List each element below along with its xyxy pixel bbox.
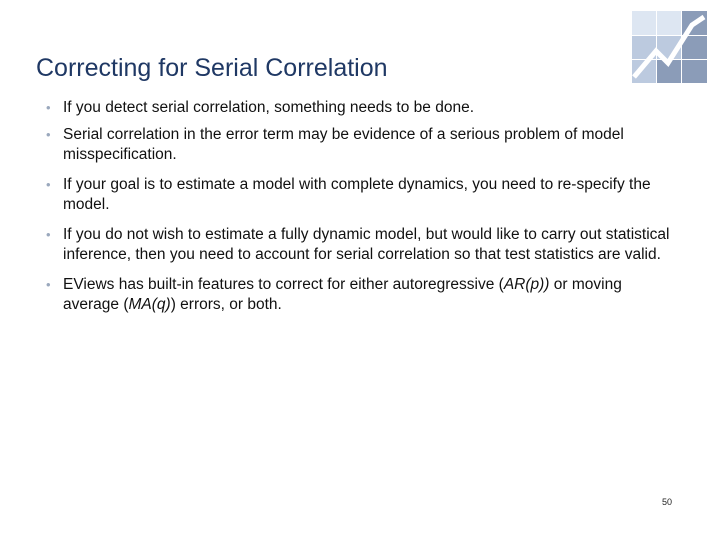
bullet-text: If you do not wish to estimate a fully dynamic model, but would like to carry out statistical inference, then you need to account for serial correlation so that test statistics are valid. [63, 226, 670, 263]
bullet-text-part: ) errors, or both. [170, 296, 282, 313]
bullet-text-part: EViews has built-in features to correct for either autoregressive ( [63, 276, 504, 293]
bullet-text-part: or moving average ( [63, 276, 622, 313]
bullet-marker: • [46, 177, 51, 192]
bullet-item [46, 225, 674, 265]
page-number: 50 [661, 497, 672, 507]
bullet-marker: • [46, 100, 51, 115]
bullet-text: If you detect serial correlation, something needs to be done. [63, 99, 474, 116]
ar-term: AR(p)) [503, 276, 550, 293]
bullet-item [46, 175, 674, 215]
bullet-list [46, 98, 674, 325]
bullet-text: Serial correlation in the error term may be evidence of a serious problem of model misspecification. [63, 126, 624, 163]
bullet-text: If your goal is to estimate a model with complete dynamics, you need to re-specify the model. [63, 176, 651, 213]
bullet-item [46, 275, 674, 315]
slide-title: Correcting for Serial Correlation [36, 54, 388, 82]
bullet-text [63, 276, 622, 313]
bullet-marker: • [46, 227, 51, 242]
bullet-marker: • [46, 277, 51, 292]
trend-chart-logo-icon [632, 11, 707, 83]
bullet-item [46, 125, 674, 165]
ma-term: MA(q) [128, 296, 171, 313]
bullet-marker: • [46, 127, 51, 142]
bullet-item [46, 98, 674, 118]
